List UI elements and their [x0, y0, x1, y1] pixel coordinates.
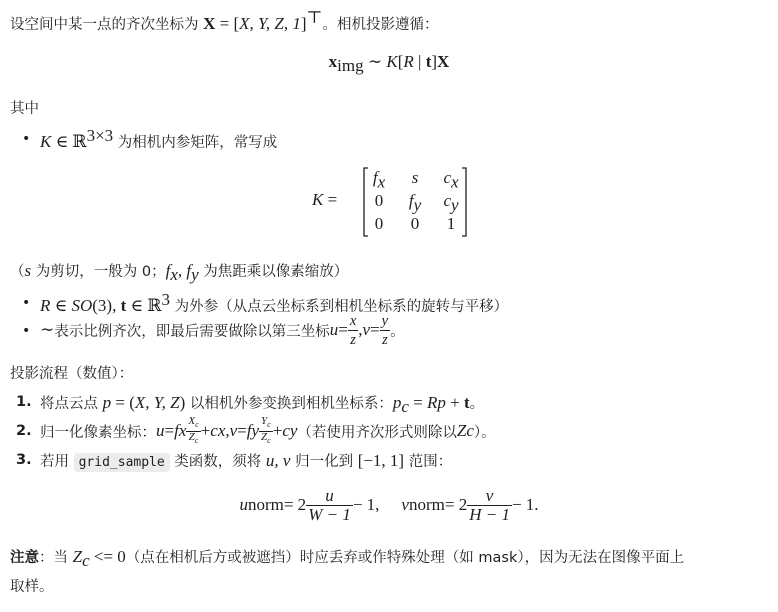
- matrix-cell: 1: [446, 214, 456, 233]
- frac-Yc-Zc: $\frac{Y_c}{Z_c}$: [261, 415, 271, 445]
- math-x-img: x: [328, 52, 338, 71]
- math-K: K: [386, 52, 398, 71]
- math-t: t: [425, 52, 432, 71]
- math-bar: |: [413, 52, 426, 71]
- math-img-sub: img: [337, 55, 364, 75]
- note-label: 注意: [10, 550, 39, 566]
- math-transpose: ⊤: [306, 8, 323, 27]
- bullet-dot: •: [22, 323, 31, 339]
- matrix-cell: $c_y$: [443, 191, 459, 215]
- bullet-K-text: 为相机内参矩阵，常写成: [113, 134, 278, 151]
- frac-y-z: $\frac{y}{z}$: [381, 312, 389, 348]
- math-tilde: ∼: [40, 320, 55, 339]
- code-grid-sample: grid_sample: [74, 453, 170, 472]
- matrix-cell: 0: [374, 191, 384, 210]
- frac-u-W: $\frac{u}{W - 1}$: [308, 485, 351, 524]
- math-fx: f: [165, 261, 171, 280]
- normalization-equation: u norm = 2 $\frac{u}{W - 1}$ − 1, v norm = 2 $\frac{v}{H - 1}$ − 1.: [239, 485, 539, 524]
- math-t: t: [120, 295, 127, 315]
- math-fy: f: [186, 261, 192, 280]
- math-R: R: [40, 295, 51, 315]
- math-R: R: [403, 52, 414, 71]
- warning-note: 注意：当 $Z_c <= 0$（点在相机后方或被遮挡）时应丢弃或作特殊处理（如 mask），因为无法在图像平面上: [10, 547, 685, 570]
- intro-line: [10, 8, 439, 34]
- intro-text: 设空间中某一点的齐次坐标为: [10, 16, 204, 33]
- bullet-tilde: ∼ 表示比例齐次，即最后需要做除以第三坐标 u = $\frac{x}{z}$ , v = $\frac{y}{z}$ 。: [40, 312, 405, 348]
- math-dim: 3×3: [86, 126, 114, 145]
- math-bracket-close: ]: [431, 52, 438, 71]
- bullet-R-text: 为外参（从点云坐标系到相机坐标系的旋转与平移）: [170, 298, 509, 315]
- note-shear: （s 为剪切，一般为 0；$f_x$, $f_y$ 为焦距乘以像素缩放）: [10, 261, 349, 284]
- math-reals: ℝ: [72, 131, 87, 151]
- matrix-lhs: [312, 190, 337, 210]
- bullet-R: R ∈ SO(3), t ∈ ℝ$^3$ 为外参（从点云坐标系到相机坐标系的旋转与平移）: [40, 290, 509, 315]
- step-number: 2.: [16, 423, 32, 439]
- matrix-cell: 0: [410, 214, 420, 233]
- step-number: 3.: [16, 452, 32, 468]
- math-eq: =: [323, 190, 338, 209]
- math-close: ]: [300, 13, 307, 33]
- math-bracket-open: [: [397, 52, 404, 71]
- math-in: ∈: [51, 131, 73, 151]
- matrix-cell: s: [411, 168, 419, 187]
- matrix-cell: $c_x$: [443, 168, 459, 192]
- math-eq: = [: [215, 13, 240, 33]
- frac-Xc-Zc: $\frac{X_c}{Z_c}$: [188, 415, 199, 445]
- frac-x-z: $\frac{x}{z}$: [349, 312, 357, 348]
- bullet-K: [40, 126, 277, 152]
- warning-note-line2: 取样。: [10, 579, 54, 595]
- step-2: 归一化像素坐标： u = f x $\frac{X_c}{Z_c}$ + c x , v = f y $\frac{Y_c}{Z_c}$ + c y （若使用齐次形式则除以 Z c ）。: [40, 415, 496, 445]
- step-3: 若用 grid_sample 类函数，须将 u, v 归一化到 [−1, 1] 范围：: [40, 451, 453, 470]
- intro-suffix: 。相机投影遵循：: [322, 16, 439, 33]
- math-s: s: [24, 261, 32, 280]
- frac-v-H: $\frac{v}{H - 1}$: [469, 485, 510, 524]
- bullet-dot: •: [22, 131, 31, 147]
- step-1: 将点云点 p = (X, Y, Z) 以相机外参变换到相机坐标系：$p_c = Rp + t$。: [40, 393, 485, 416]
- projection-equation: [0, 52, 778, 76]
- matrix-cell: 0: [374, 214, 384, 233]
- math-X: X: [437, 52, 450, 71]
- step-number: 1.: [16, 394, 32, 410]
- math-K: K: [312, 190, 324, 209]
- math-K: K: [40, 131, 52, 151]
- math-coords: X, Y, Z, 1: [239, 13, 301, 33]
- flow-title: 投影流程（数值）：: [10, 366, 134, 382]
- where-label: 其中: [10, 101, 39, 117]
- math-X-bold: X: [203, 13, 216, 33]
- intrinsic-matrix: [362, 166, 468, 238]
- matrix-cell: $f_x$: [372, 168, 386, 192]
- matrix-cell: $f_y$: [408, 191, 422, 215]
- bullet-dot: •: [22, 295, 31, 311]
- math-tilde: ∼: [363, 52, 387, 71]
